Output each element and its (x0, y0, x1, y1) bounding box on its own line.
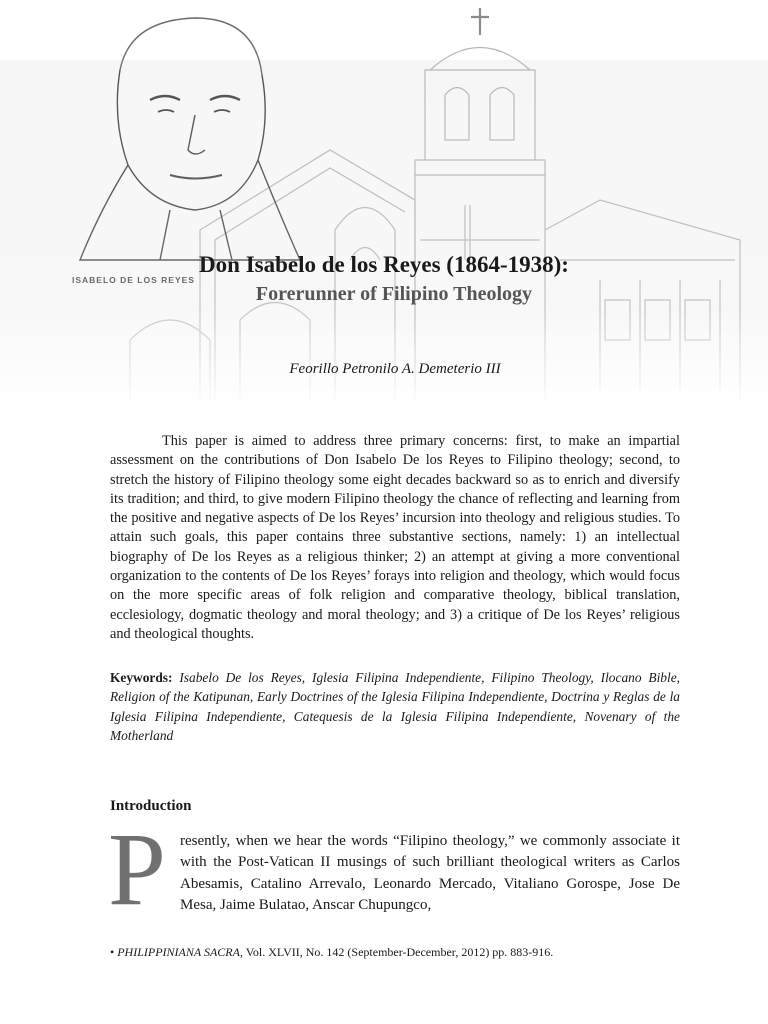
citation-details: , Vol. XLVII, No. 142 (September-December, 2012) pp. 883-916. (239, 945, 554, 959)
author-name: Feorillo Petronilo A. Demeterio III (289, 361, 501, 377)
journal-name: PHILIPPINIANA SACRA (117, 945, 240, 959)
citation-footer (110, 945, 553, 960)
keywords-paragraph (110, 668, 680, 745)
introduction-paragraph: resently, when we hear the words “Filipino theology,” we commonly associate it with the Post-Vatican II musings of such brilliant theological writers as Carlos Abesamis, Catalino Arrevalo, Leonardo Mercado, Vitaliano Gorospe, Jose De Mesa, Jaime Bulatao, Anscar Chupungco, (180, 833, 680, 913)
keywords-text: Isabelo De los Reyes, Iglesia Filipina Independiente, Filipino Theology, Ilocano Bible, Religion of the Katipunan, Early Doctrines of the Iglesia Filipina Independiente, Doctrina y Reglas de la Iglesia Filipina Independiente, Catequesis de la Iglesia Filipina Independiente, Novenary of the Motherland (110, 670, 680, 743)
introduction-heading: Introduction (110, 798, 192, 814)
keywords-label: Keywords: (110, 670, 173, 685)
article-subtitle: Forerunner of Filipino Theology (255, 283, 533, 305)
header-banner (0, 0, 768, 410)
abstract-paragraph (110, 432, 680, 644)
article-title: Don Isabelo de los Reyes (1864-1938): (199, 252, 569, 277)
footer-bullet: • (110, 945, 115, 959)
drop-cap: P (108, 812, 166, 927)
header-illustration (0, 0, 768, 410)
portrait-caption: ISABELO DE LOS REYES (72, 275, 195, 285)
abstract-text: This paper is aimed to address three primary concerns: first, to make an impartial assessment on the contributions of Don Isabelo De los Reyes to Filipino theology; second, to stretch the history of Filipino theology some eight decades backward so as to enrich and diversify its tradition; and third, to give modern Filipino theology the chance of reflecting and learning from the positive and negative aspects of De los Reyes’ incursion into theology and religious studies. To attain such goals, this paper contains three substantive sections, namely: 1) an intellectual biography of De los Reyes as a religious thinker; 2) an attempt at giving a more conventional organization to the contents of De los Reyes’ forays into religion and theology, which would focus on the more specific areas of folk religion and comparative theology, biblical translation, ecclesiology, dogmatic theology and moral theology; and 3) a critique of De los Reyes’ religious and theological thoughts. (110, 433, 680, 642)
